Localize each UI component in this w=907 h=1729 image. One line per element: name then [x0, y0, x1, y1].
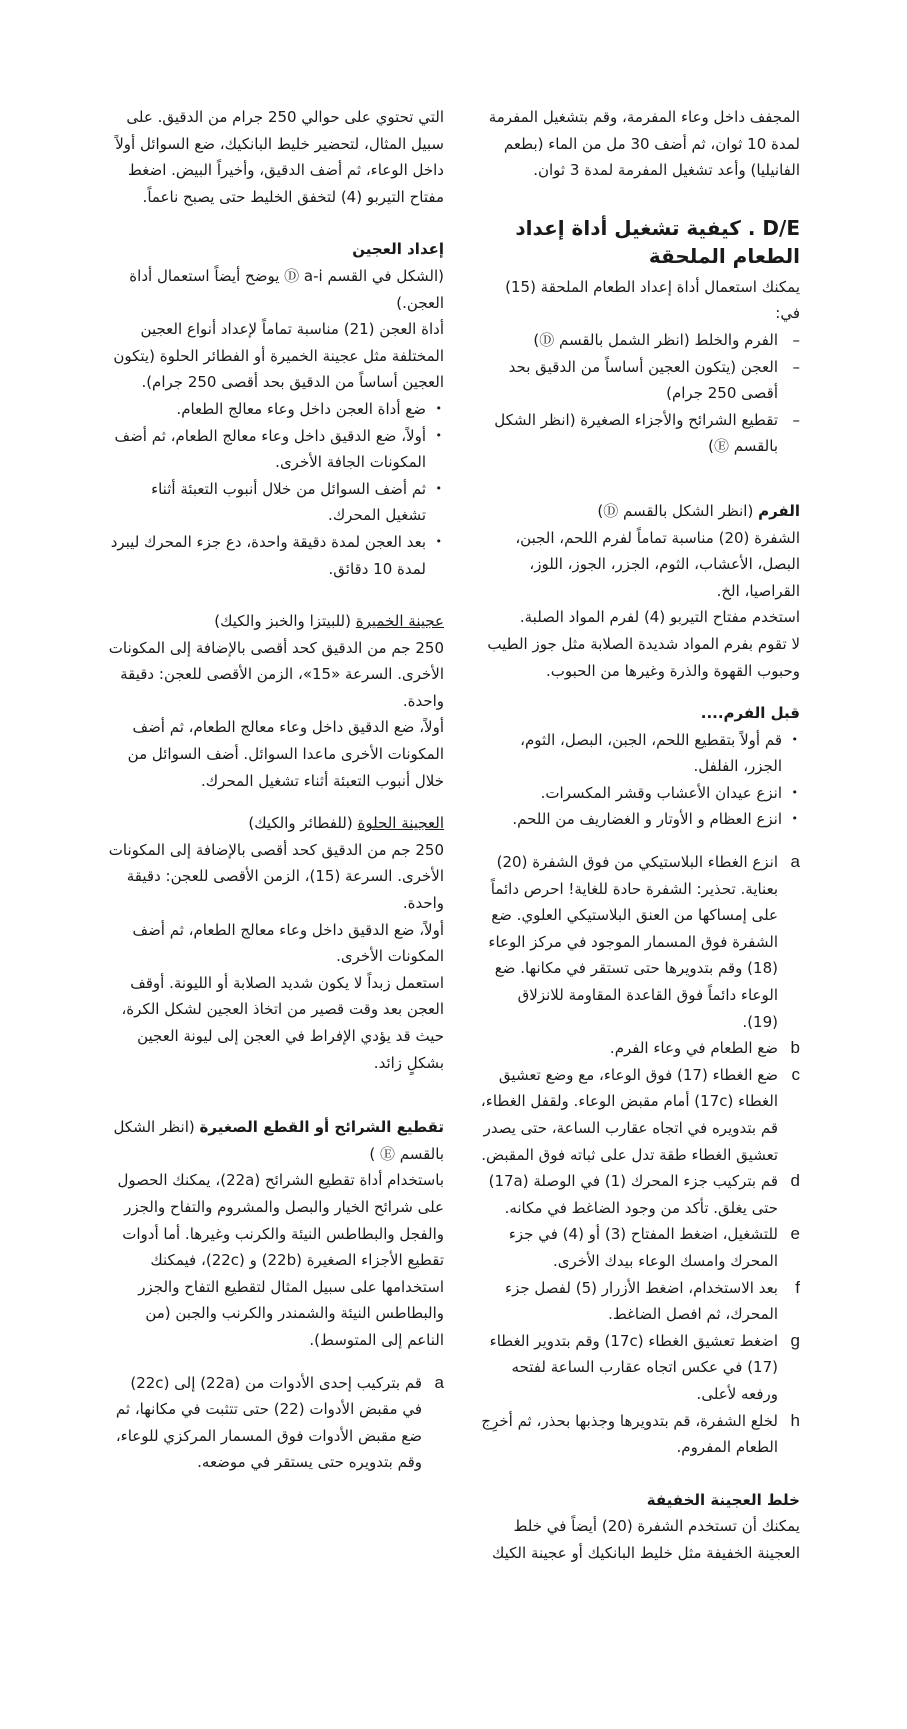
step-item	[478, 1062, 800, 1168]
kneading-title: إعداد العجين	[352, 240, 444, 259]
step-item	[478, 1035, 800, 1062]
step-marker: g	[790, 1330, 800, 1350]
before-mincing-list	[478, 727, 800, 833]
list-item: – تقطيع الشرائح والأجزاء الصغيرة (انظر الشكل بالقسم Ⓔ)	[478, 407, 800, 460]
kneading-list	[108, 396, 444, 582]
batter-continued: التي تحتوي على حوالي 250 جرام من الدقيق. على سبيل المثال، لتحضير خليط البانكيك، ضع السوائل أولاً داخل الوعاء، ثم أضف الدقيق، وأخيراً البيض. اضغط مفتاح التيربو (4) لتخفق الخليط حتى يصبح ناعماً.	[115, 108, 444, 206]
yeast-dough-text: 250 جم من الدقيق كحد أقصى بالإضافة إلى المكونات الأخرى. السرعة «15»، الزمن الأقصى للعجن: دقيقة واحدة.	[108, 638, 444, 710]
step-item	[478, 1328, 800, 1408]
mincing-line: لا تقوم بفرم المواد شديدة الصلابة مثل جوز الطيب وحبوب القهوة والذرة وغيرها من الحبوب.	[487, 634, 800, 680]
kneading-figure-note: (الشكل في القسم Ⓓ a-i يوضح أيضاً استعمال أداة العجن.)	[129, 266, 444, 312]
step-item	[478, 1168, 800, 1221]
slicing-title-ref: (انظر الشكل بالقسم Ⓔ )	[113, 1118, 444, 1163]
step-text: بعد الاستخدام، اضغط الأزرار (5) لفصل جزء المحرك، ثم افصل الضاغط.	[505, 1278, 778, 1324]
step-text: ضع الطعام في وعاء الفرم.	[609, 1039, 778, 1058]
sweet-dough-heading	[108, 810, 444, 837]
list-item: – الفرم والخلط (انظر الشمل بالقسم Ⓓ)	[478, 327, 800, 354]
step-marker: b	[790, 1038, 800, 1058]
list-item: • قم أولاً بتقطيع اللحم، الجبن، البصل، الثوم، الجزر، الفلفل.	[478, 727, 800, 780]
step-marker: h	[790, 1410, 800, 1430]
step-text: ضع الغطاء (17) فوق الوعاء، مع وضع تعشيق الغطاء (17c) أمام مقبض الوعاء. ولقفل الغطاء، قم بتدويره في اتجاه عقارب الساعة، حتى يصدر تعشيق الغطاء طقة تدل على ثباته فوق المقبض.	[480, 1065, 778, 1164]
usage-intro: يمكنك استعمال أداة إعداد الطعام الملحقة (15) في:	[505, 277, 800, 323]
step-text: قم بتركيب جزء المحرك (1) في الوصلة (17a) حتى يغلق. تأكد من وجود الضاغط في مكانه.	[488, 1172, 778, 1217]
list-item: • ضع أداة العجن داخل وعاء معالج الطعام.	[108, 396, 444, 423]
left-column	[108, 104, 444, 1476]
sweet-dough-subtitle: (للفطائر والكيك)	[248, 814, 358, 833]
light-batter-title: خلط العجينة الخفيفة	[646, 1490, 800, 1509]
before-mincing-title: قبل الفرم....	[700, 704, 800, 723]
kneading-description: أداة العجن (21) مناسبة تماماً لإعداد أنواع العجين المختلفة مثل عجينة الخميرة أو الفطائر الحلوة (يتكون العجين أساساً من الدقيق بحد أقصى 250 جرام).	[113, 320, 444, 392]
step-item	[478, 1221, 800, 1274]
mincing-title-ref: (انظر الشكل بالقسم Ⓓ)	[597, 501, 759, 520]
list-item: • أولاً، ضع الدقيق داخل وعاء معالج الطعام، ثم أضف المكونات الجافة الأخرى.	[108, 423, 444, 476]
slicing-title: تقطيع الشرائح أو القطع الصغيرة	[199, 1118, 444, 1137]
step-text: انزع الغطاء البلاستيكي من فوق الشفرة (20) بعناية. تحذير: الشفرة حادة للغاية! احرص دائماً على إمساكها من العنق البلاستيكي العلوي. ضع الشفرة فوق المسمار الموجود في مركز الوعاء (18) وقم بتدويرها حتى تستقر في مكانها. ضع الوعاء دائماً فوق القاعدة المقاومة للانزلاق (19).	[488, 853, 778, 1031]
step-text: اضغط تعشيق الغطاء (17c) وقم بتدوير الغطاء (17) في عكس اتجاه عقارب الساعة لفتحه ورفعه لأعلى.	[489, 1331, 778, 1403]
step-marker: c	[791, 1064, 800, 1084]
step-item	[478, 1275, 800, 1328]
section-title: D/E . كيفية تشغيل أداة إعداد الطعام الملحقة	[515, 215, 800, 268]
slicing-steps	[108, 1370, 444, 1476]
step-marker: e	[790, 1224, 800, 1244]
list-item: • انزع عيدان الأعشاب وقشر المكسرات.	[478, 780, 800, 807]
slicing-text: باستخدام أداة تقطيع الشرائح (22a)، يمكنك الحصول على شرائح الخيار والبصل والمشروم والتفاح والجزر والفجل والبطاطس النيئة والكرنب وغيرها. أما أدوات تقطيع الأجزاء الصغيرة (22b) و (22c)، فيمكنك استخدامها على سبيل المثال لتقطيع التفاح والجزر والبطاطس النيئة والشمندر والكرنب والجبن (من الناعم إلى المتوسط).	[117, 1171, 444, 1349]
list-item: • ثم أضف السوائل من خلال أنبوب التعبئة أثناء تشغيل المحرك.	[108, 476, 444, 529]
yeast-dough-heading	[108, 608, 444, 635]
mincing-steps	[478, 849, 800, 1461]
step-item	[108, 1370, 444, 1476]
step-text: للتشغيل، اضغط المفتاح (3) أو (4) في جزء المحرك وامسك الوعاء بيدك الأخرى.	[508, 1225, 778, 1270]
light-batter-text: يمكنك أن تستخدم الشفرة (20) أيضاً في خلط العجينة الخفيفة مثل خليط البانكيك أو عجينة الكيك	[491, 1517, 800, 1562]
usage-list	[478, 327, 800, 460]
list-item: – العجن (يتكون العجين أساساً من الدقيق بحد أقصى 250 جرام)	[478, 354, 800, 407]
step-text: لخلع الشفرة، قم بتدويرها وجذبها بحذر، ثم أخرِج الطعام المفروم.	[481, 1411, 778, 1457]
step-marker: a	[434, 1372, 444, 1392]
yeast-dough-text: أولاً، ضع الدقيق داخل وعاء معالج الطعام، ثم أضف المكونات الأخرى ماعدا السوائل. أضف السوائل من خلال أنبوب التعبئة أثناء تشغيل المحرك.	[127, 718, 444, 790]
list-item: • انزع العظام و الأوتار و الغضاريف من اللحم.	[478, 806, 800, 833]
step-text: قم بتركيب إحدى الأدوات من (22a) إلى (22c) في مقبض الأدوات (22) حتى تتثبت في مكانها، ثم ضع مقبض الأدوات فوق المسمار المركزي للوعاء، وقم بتدويره حتى يستقر في موضعه.	[115, 1373, 422, 1472]
sweet-dough-text: أولاً، ضع الدقيق داخل وعاء معالج الطعام، ثم أضف المكونات الأخرى.	[132, 920, 444, 966]
step-item	[478, 1408, 800, 1461]
step-item	[478, 849, 800, 1035]
slicing-heading	[108, 1114, 444, 1167]
list-item: • بعد العجن لمدة دقيقة واحدة، دع جزء المحرك ليبرد لمدة 10 دقائق.	[108, 529, 444, 582]
mincing-line: استخدم مفتاح التيربو (4) لفرم المواد الصلبة.	[519, 608, 800, 627]
sweet-dough-text: استعمل زبداً لا يكون شديد الصلابة أو الليونة. أوقف العجن بعد وقت قصير من اتخاذ العجين لشكل الكرة، حيث قد يؤدي الإفراط في العجن إلى ليونة العجين بشكلٍ زائد.	[121, 973, 444, 1072]
mincing-line: الشفرة (20) مناسبة تماماً لفرم اللحم، الجبن، البصل، الأعشاب، الثوم، الجزر، الجوز، اللوز، القراصيا، الخ.	[515, 528, 800, 600]
step-marker: d	[790, 1171, 800, 1191]
right-column	[478, 104, 800, 1567]
intro-paragraph: المجفف داخل وعاء المفرمة، وقم بتشغيل المفرمة لمدة 10 ثوان، ثم أضف 30 مل من الماء (بطعم الفانيليا) وأعد تشغيل المفرمة لمدة 3 ثوان.	[488, 108, 800, 180]
step-marker: f	[795, 1277, 800, 1297]
sweet-dough-text: 250 جم من الدقيق كحد أقصى بالإضافة إلى المكونات الأخرى. السرعة (15)، الزمن الأقصى للعجن: دقيقة واحدة.	[108, 840, 444, 913]
yeast-dough-subtitle: (للبيتزا والخبز والكيك)	[214, 612, 356, 631]
mincing-title: الفرم	[758, 501, 800, 520]
yeast-dough-title: عجينة الخميرة	[355, 612, 444, 631]
step-marker: a	[790, 852, 800, 872]
mincing-heading	[478, 498, 800, 525]
sweet-dough-title: العجينة الحلوة	[357, 814, 444, 833]
